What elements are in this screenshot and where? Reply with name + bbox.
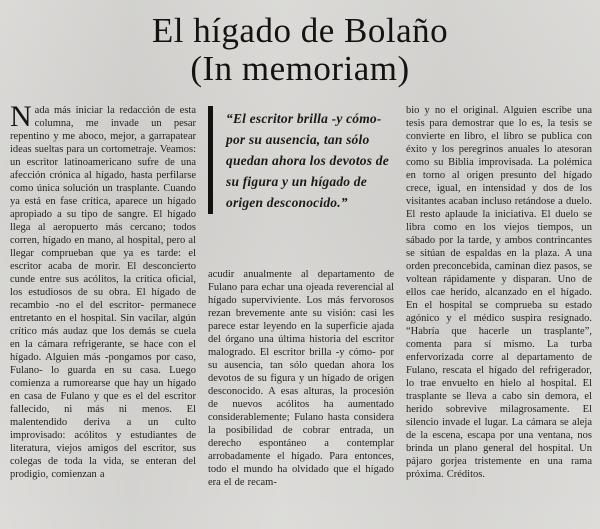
column-1-text: ada más iniciar la redacción de esta columna, me invade un pesar repentino y me aboco, mejor, a garrapatear ideas sueltas para un cortometraje. Veamos: un escritor latinoamericano sufre de una afección crónica al hígado, hasta perfilarse como única solución un trasplante. Cuando ya está en fase crítica, aparece un hígado apropiado a su tipo de sangre. El hígado llega al aeropuerto más cercano; todos corren, hígado en mano, al hospital, pero al llegar comprueban que ya es tarde: el escritor acaba de morir. El desconcierto cunde entre sus acólitos, la crítica oficial, los estudiosos de su obra. El hígado de recambio -no el del escritor- permanece entretanto en el hospital. Sin vacilar, algún crítico más audaz que los demás se cuela en la cámara refrigerante, se hace con el hígado. Alguien más -pongamos por caso, Fulano- lo guarda en su casa. Luego comienza a rumorearse que hay un hígado en casa de Fulano y que es el del escritor fallecido, ni más ni menos. El malentendido deriva a un culto improvisado: acólitos y estudiantes de literatura, viejos amigos del escritor, sus colegas de toda la vida, se enteran del prodigio, comienzan a (10, 105, 196, 480)
column-1-paragraph (10, 100, 196, 481)
pull-quote-text: “El escritor brilla -y cómo- por su ausencia, tan sólo quedan ahora los devotos de su figura y un hígado de origen desconocido.” (226, 111, 389, 210)
article-column-3 (406, 104, 592, 481)
column-2-paragraph: acudir anualmente al departamento de Fulano para echar una ojeada reverencial al hígado superviviente. Los más fervorosos rezan brevemente ante su visión: casi les parece estar leyendo en la superficie ajada del órgano una última historia del escritor malogrado. El escritor brilla -y cómo- por su ausencia, tan sólo quedan ahora los devotos de su figura y un hígado de origen desconocido. A esas alturas, la procesión de nuevos acólitos ha aumentado considerablemente; Fulano hasta considera la posibilidad de cobrar entrada, un derecho espontáneo a contemplar arrobadamente el hígado. Para entonces, todo el mundo ha olvidado que el hígado era el de recam- (208, 269, 394, 488)
column-3-paragraph: bio y no el original. Alguien escribe una tesis para demostrar que lo es, la tesis se convierte en libro, el libro se publica con éxito y los peregrinos anuales lo atesoran como su Biblia improvisada. La polémica en torno al origen presunto del hígado crece, igual, en intensidad y dos de los visitantes acaban incluso retándose a duelo. El resto aplaude la iniciativa. El duelo se libra como en los viejos tiempos, un sábado por la tarde, y ambos contrincantes se sitúan de espaldas en la plaza. A una orden preconcebida, caminan diez pasos, se voltean rápidamente y disparan. Uno de ellos cae herido, alcanzado en el hígado. En el hospital se comprueba su estado agónico y el médico suspira resignado. “Habría que hacerle un trasplante”, comenta para sí mismo. La turba enfervorizada corre al departamento de Fulano, rescata el hígado del refrigerador, lo trae envuelto en hielo al hospital. El trasplante se lleva a cabo sin demora, el herido sobrevive milagrosamente. El silencio invade el lugar. La cámara se aleja de la escena, escapa por una ventana, nos brinda un plano general del hospital. Un pájaro gorjea tristemente en una rama próxima. Créditos. (406, 105, 592, 480)
article-title-line-1: El hígado de Bolaño (151, 11, 449, 50)
article-title (10, 12, 590, 88)
article-column-1 (10, 100, 196, 481)
article-column-2 (208, 104, 394, 489)
article-columns (10, 100, 592, 489)
article-title-line-2: (In memoriam) (190, 49, 410, 88)
pull-quote (208, 106, 394, 214)
drop-cap: N (10, 100, 32, 133)
pull-quote-rule (208, 106, 213, 214)
